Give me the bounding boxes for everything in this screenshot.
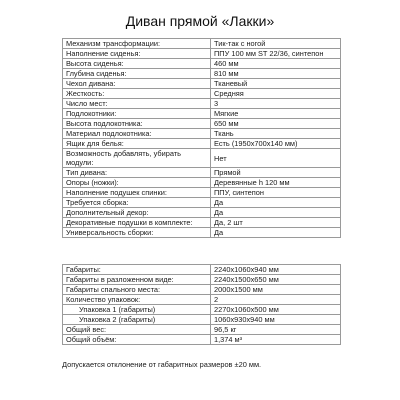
- spec-label: Глубина сиденья:: [63, 69, 211, 79]
- table-row: [63, 188, 341, 198]
- spec-label: Дополнительный декор:: [63, 208, 211, 218]
- spec-label: Подлокотники:: [63, 109, 211, 119]
- spec-value: ППУ 100 мм ST 22/36, синтепон: [211, 49, 341, 59]
- spec-label: Декоративные подушки в комплекте:: [63, 218, 211, 228]
- table-row: [63, 149, 341, 168]
- table-row: [63, 228, 341, 238]
- specs-main-table: [62, 38, 341, 238]
- table-row: [63, 129, 341, 139]
- table-row: [63, 69, 341, 79]
- spec-value: Средняя: [211, 89, 341, 99]
- table-row: [63, 79, 341, 89]
- spec-label: Общий вес:: [63, 325, 211, 335]
- table-row: [63, 49, 341, 59]
- spec-value: 460 мм: [211, 59, 341, 69]
- spec-value: Тик-так с ногой: [211, 39, 341, 49]
- spec-label: Тип дивана:: [63, 168, 211, 178]
- spec-value: ППУ, синтепон: [211, 188, 341, 198]
- spec-label: Жесткость:: [63, 89, 211, 99]
- table-row: [63, 99, 341, 109]
- spec-label: Чехол дивана:: [63, 79, 211, 89]
- specs-dimensions-table: [62, 264, 341, 345]
- spec-label: Габариты:: [63, 265, 211, 275]
- spec-label: Наполнение подушек спинки:: [63, 188, 211, 198]
- spec-value: Тканевый: [211, 79, 341, 89]
- spec-label: Механизм трансформации:: [63, 39, 211, 49]
- spec-label: Упаковка 2 (габариты): [63, 315, 211, 325]
- spec-value: Да: [211, 228, 341, 238]
- spec-value: 810 мм: [211, 69, 341, 79]
- spec-value: 2000x1500 мм: [211, 285, 341, 295]
- table-row: [63, 325, 341, 335]
- spec-label: Упаковка 1 (габариты): [63, 305, 211, 315]
- footnote: Допускается отклонение от габаритных размеров ±20 мм.: [62, 360, 262, 369]
- table-row: [63, 208, 341, 218]
- spec-value: Есть (1950x700x140 мм): [211, 139, 341, 149]
- spec-value: 2270x1060x500 мм: [211, 305, 341, 315]
- table-row: [63, 168, 341, 178]
- spec-value: 1060x930x940 мм: [211, 315, 341, 325]
- spec-label: Требуется сборка:: [63, 198, 211, 208]
- spec-label: Количество упаковок:: [63, 295, 211, 305]
- table-row: [63, 109, 341, 119]
- table-row: [63, 218, 341, 228]
- table-row: [63, 295, 341, 305]
- spec-value: 1,374 м³: [211, 335, 341, 345]
- table-row: [63, 59, 341, 69]
- spec-label: Возможность добавлять, убирать модули:: [63, 149, 211, 168]
- spec-label: Высота сиденья:: [63, 59, 211, 69]
- spec-label: Общий объём:: [63, 335, 211, 345]
- spec-label: Материал подлокотника:: [63, 129, 211, 139]
- spec-label: Число мест:: [63, 99, 211, 109]
- table-row: [63, 119, 341, 129]
- table-row: [63, 335, 341, 345]
- spec-value: Прямой: [211, 168, 341, 178]
- spec-value: 2240x1060x940 мм: [211, 265, 341, 275]
- spec-label: Универсальность сборки:: [63, 228, 211, 238]
- table-row: [63, 265, 341, 275]
- spec-label: Высота подлокотника:: [63, 119, 211, 129]
- table-row: [63, 275, 341, 285]
- spec-label: Ящик для белья:: [63, 139, 211, 149]
- spec-value: Да, 2 шт: [211, 218, 341, 228]
- spec-value: 2240x1500x650 мм: [211, 275, 341, 285]
- spec-value: Деревянные h 120 мм: [211, 178, 341, 188]
- table-row: [63, 139, 341, 149]
- table-row: [63, 305, 341, 315]
- spec-value: Да: [211, 198, 341, 208]
- spec-value: 2: [211, 295, 341, 305]
- spec-label: Габариты спального места:: [63, 285, 211, 295]
- table-row: [63, 285, 341, 295]
- page-title: Диван прямой «Лакки»: [125, 13, 275, 29]
- spec-label: Габариты в разложенном виде:: [63, 275, 211, 285]
- spec-value: 3: [211, 99, 341, 109]
- spec-value: 96,5 кг: [211, 325, 341, 335]
- table-row: [63, 315, 341, 325]
- table-row: [63, 39, 341, 49]
- spec-label: Опоры (ножки):: [63, 178, 211, 188]
- table-row: [63, 198, 341, 208]
- spec-value: Нет: [211, 149, 341, 168]
- spec-value: 650 мм: [211, 119, 341, 129]
- spec-value: Мягкие: [211, 109, 341, 119]
- spec-value: Да: [211, 208, 341, 218]
- spec-label: Наполнение сиденья:: [63, 49, 211, 59]
- spec-value: Ткань: [211, 129, 341, 139]
- table-row: [63, 178, 341, 188]
- table-row: [63, 89, 341, 99]
